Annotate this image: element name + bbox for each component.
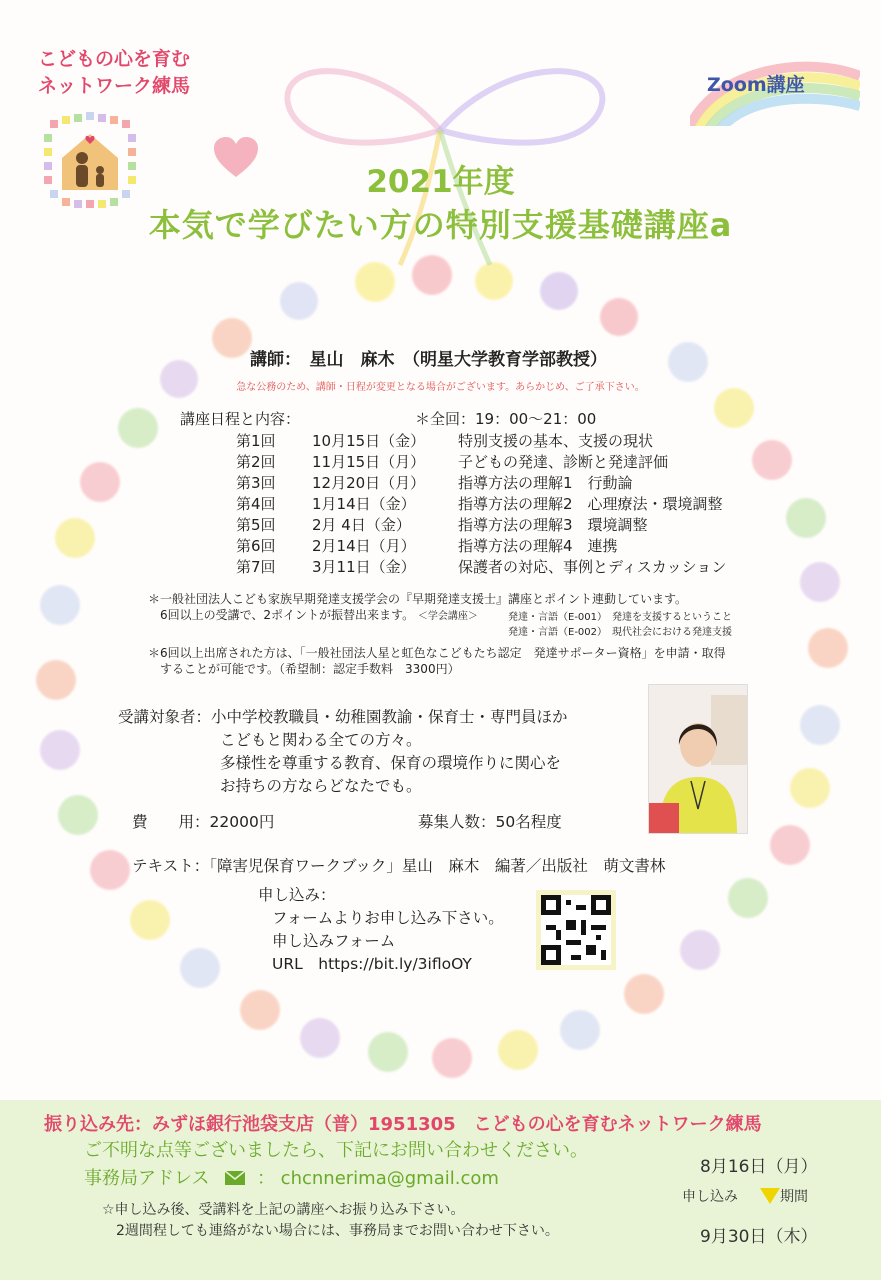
- session-date: 10月15日（金）: [312, 432, 426, 450]
- note-1-line-2: [160, 606, 478, 623]
- session-date: 12月20日（月）: [312, 474, 426, 492]
- session-topic: 指導方法の理解1 行動論: [458, 474, 633, 492]
- target-audience: [118, 706, 568, 798]
- org-line-2: ネットワーク練馬: [38, 75, 191, 97]
- apply-instruction: フォームよりお申し込み下さい。: [272, 909, 504, 927]
- email-label: 事務局アドレス: [84, 1168, 210, 1189]
- arrow-down-icon: [760, 1188, 780, 1204]
- session-topic: 保護者の対応、事例とディスカッション: [458, 558, 727, 576]
- schedule-row: [236, 430, 653, 451]
- schedule-row: [236, 451, 668, 472]
- zoom-badge: Zoom講座: [707, 74, 805, 96]
- contact-note: ご不明な点等ございましたら、下記にお問い合わせください。: [84, 1140, 588, 1161]
- email-line: 事務局アドレス ： chcnnerima@gmail.com: [84, 1168, 499, 1189]
- session-topic: 指導方法の理解3 環境調整: [458, 516, 648, 534]
- note-1-line-1: ＊一般社団法人こども家族早期発達支援学会の『早期発達支援士』講座とポイント連動しています。: [148, 592, 688, 606]
- target-line-2: こどもと関わる全ての方々。: [220, 731, 422, 749]
- fee: [132, 810, 274, 832]
- period-start: 8月16日（月）: [700, 1157, 818, 1177]
- session-number: 第4回: [236, 495, 276, 513]
- footer-note-1: ☆申し込み後、受講料を上記の講座へお振り込み下さい。: [102, 1202, 465, 1218]
- session-number: 第1回: [236, 432, 276, 450]
- lecturer-notice: 急な公務のため、講師・日程が変更となる場合がございます。あらかじめ、ご了承下さい。: [236, 382, 645, 393]
- course-label: ＜学会講座＞: [417, 611, 478, 622]
- lecturer-photo: [648, 684, 748, 834]
- schedule-row: [236, 556, 726, 577]
- session-topic: 特別支援の基本、支援の現状: [458, 432, 654, 450]
- session-topic: 子どもの発達、診断と発達評価: [458, 453, 669, 471]
- bank-info: 振り込み先：みずほ銀行池袋支店（普）1951305 こどもの心を育むネットワーク練馬: [44, 1114, 762, 1135]
- schedule-row: [236, 514, 648, 535]
- session-date: 2月14日（月）: [312, 537, 416, 555]
- schedule-heading: 講座日程と内容：: [180, 410, 301, 428]
- period-label-left: 申し込み: [682, 1189, 738, 1205]
- apply-url-link[interactable]: URL https://bit.ly/3ifloOY: [272, 955, 472, 973]
- schedule-time: ＊全回：19：00～21：00: [415, 410, 597, 428]
- target-label: 受講対象者：: [118, 708, 212, 726]
- session-number: 第5回: [236, 516, 276, 534]
- fee-label: 費 用：: [132, 813, 210, 831]
- course-1: 発達・言語（E-001） 発達を支援するということ: [508, 612, 733, 623]
- session-number: 第2回: [236, 453, 276, 471]
- note-2-line-1: ＊6回以上出席された方は、「一般社団法人星と虹色なこどもたち認定 発達サポーター資格」を申請・取得: [148, 646, 726, 660]
- session-date: 1月14日（金）: [312, 495, 416, 513]
- note-2-line-2: することが可能です。（希望制：認定手数料 3300円）: [160, 662, 460, 676]
- title-year: 2021年度: [366, 164, 515, 200]
- schedule-row: [236, 472, 633, 493]
- session-topic: 指導方法の理解4 連携: [458, 537, 618, 555]
- session-date: 2月 4日（金）: [312, 516, 411, 534]
- footer-note-2: 2週間程しても連絡がない場合には、事務局までお問い合わせ下さい。: [116, 1223, 559, 1239]
- target-line-1: 小中学校教職員・幼稚園教諭・保育士・専門員ほか: [211, 708, 568, 726]
- note-1-points: 6回以上の受講で、2ポイントが振替出来ます。: [160, 608, 415, 622]
- fee-value: 22000円: [209, 813, 275, 831]
- organization-name: [38, 46, 190, 100]
- mail-icon: [225, 1169, 245, 1190]
- application: [258, 884, 504, 976]
- footer-notes: [102, 1200, 559, 1242]
- textbook: テキスト：「障害児保育ワークブック」星山 麻木 編著／出版社 萌文書林: [132, 857, 666, 875]
- schedule-row: [236, 535, 618, 556]
- qr-code[interactable]: [536, 890, 616, 970]
- period-label: [682, 1186, 808, 1206]
- period-label-right: 期間: [780, 1189, 808, 1205]
- target-line-3: 多様性を尊重する教育、保育の環境作りに関心を: [220, 754, 562, 772]
- email-link[interactable]: chcnnerima@gmail.com: [280, 1168, 499, 1189]
- session-date: 11月15日（月）: [312, 453, 426, 471]
- apply-label: 申し込み：: [258, 886, 336, 904]
- session-number: 第6回: [236, 537, 276, 555]
- session-topic: 指導方法の理解2 心理療法・環境調整: [458, 495, 723, 513]
- target-line-4: お持ちの方ならどなたでも。: [220, 777, 422, 795]
- recruit: [418, 810, 562, 832]
- session-number: 第3回: [236, 474, 276, 492]
- session-number: 第7回: [236, 558, 276, 576]
- schedule-row: [236, 493, 723, 514]
- session-date: 3月11日（金）: [312, 558, 416, 576]
- lecturer-line: 講師： 星山 麻木 （明星大学教育学部教授）: [250, 350, 607, 370]
- recruit-label: 募集人数：: [418, 813, 496, 831]
- period-end: 9月30日（木）: [700, 1227, 818, 1247]
- apply-form-label: 申し込みフォーム: [272, 932, 396, 950]
- org-line-1: こどもの心を育む: [38, 48, 191, 70]
- page-title: 本気で学びたい方の特別支援基礎講座a: [148, 206, 733, 244]
- recruit-value: 50名程度: [495, 813, 562, 831]
- course-2: 発達・言語（E-002） 現代社会における発達支援: [508, 627, 733, 638]
